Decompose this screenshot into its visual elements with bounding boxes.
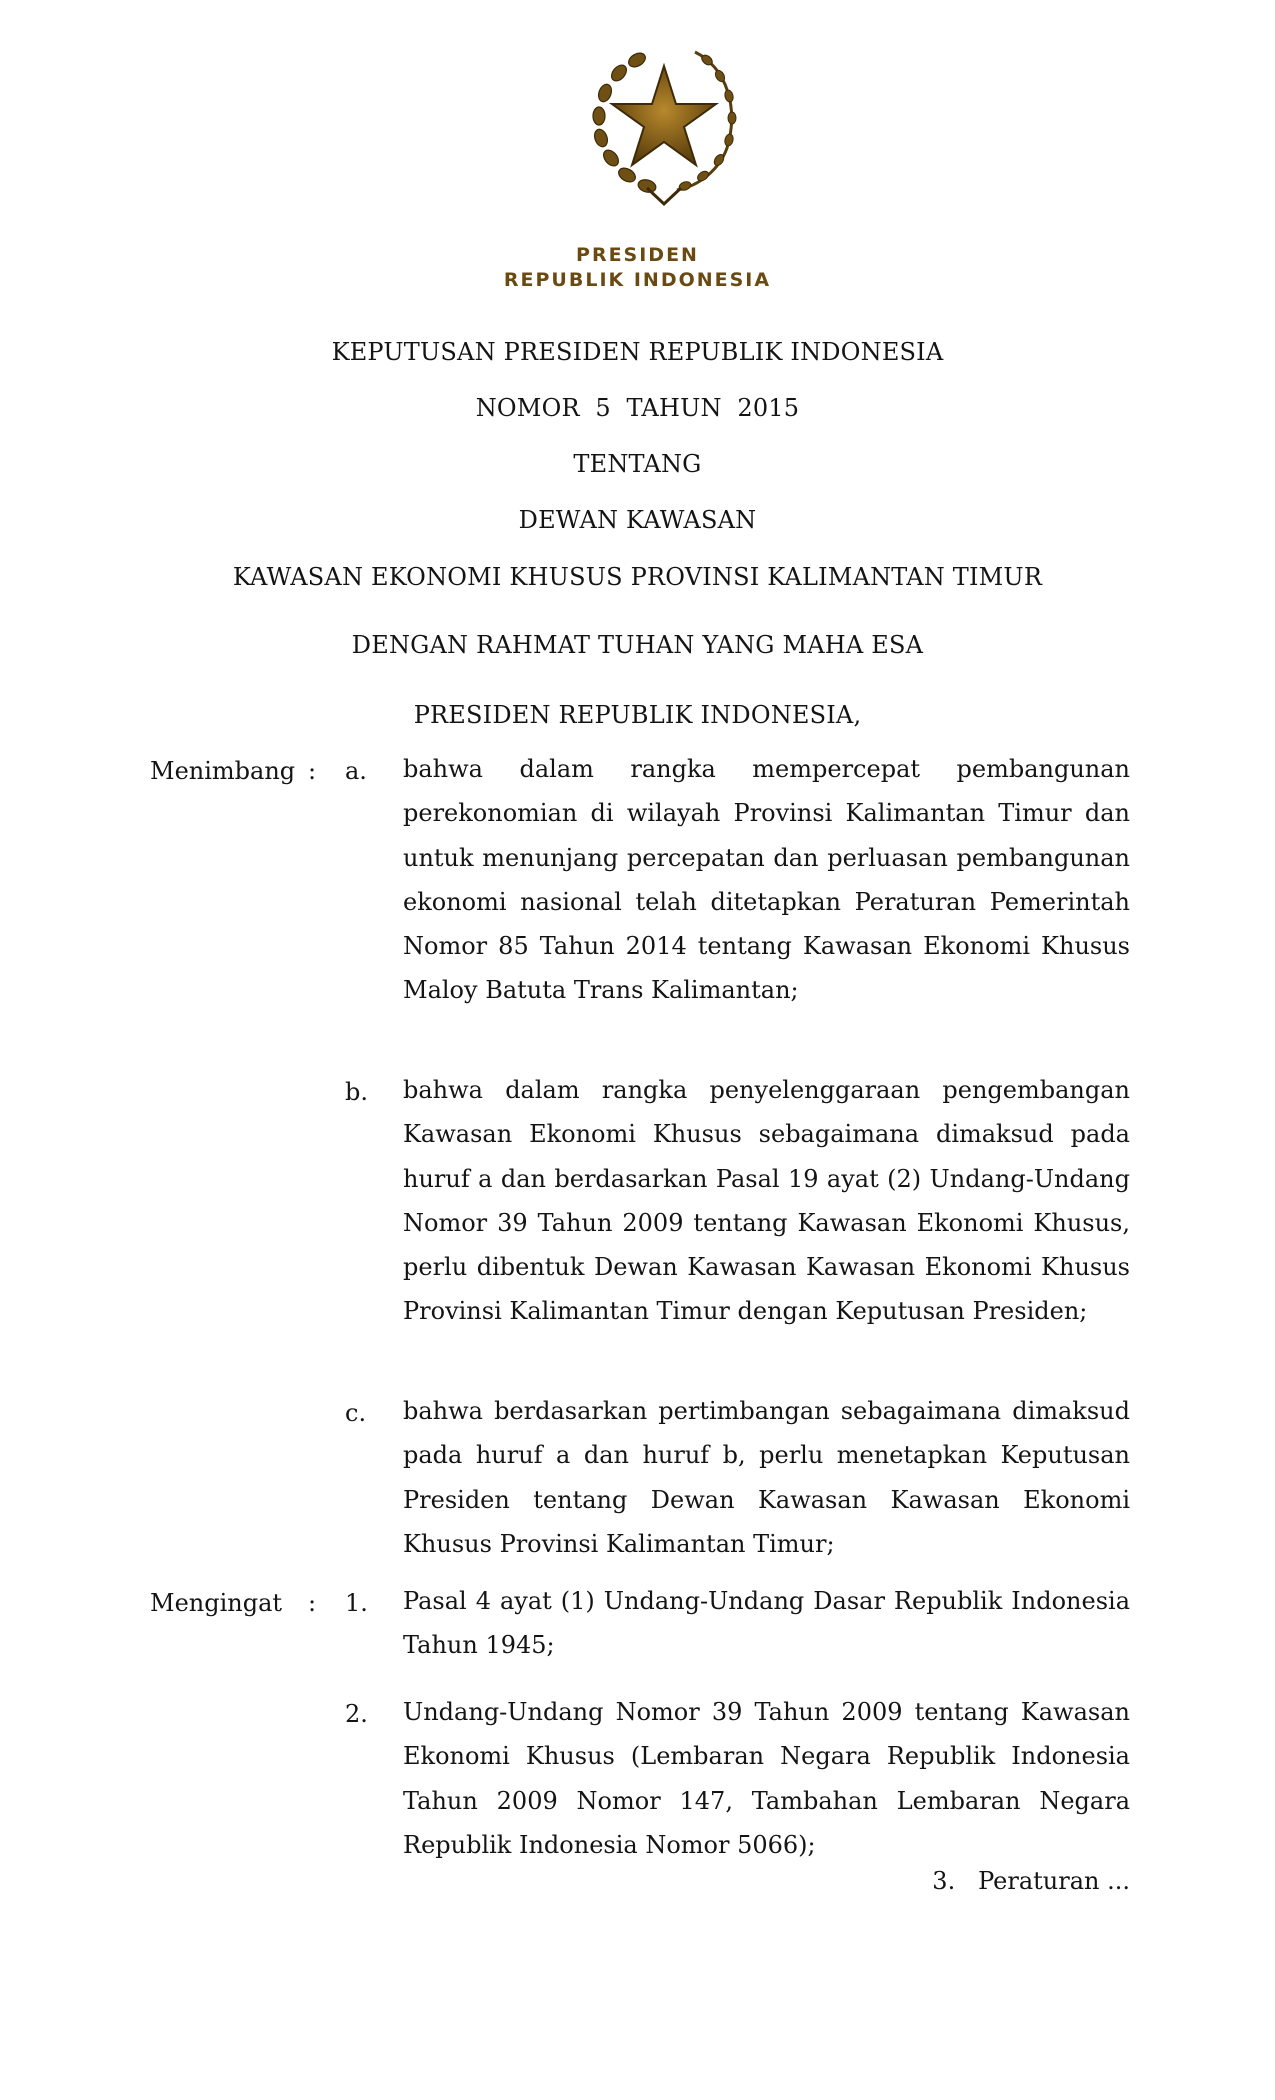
- letterhead-president: PRESIDEN: [576, 244, 699, 266]
- decree-title: KEPUTUSAN PRESIDEN REPUBLIK INDONESIA: [331, 338, 944, 366]
- mengingat-marker-2: 2.: [345, 1700, 368, 1728]
- mengingat-text-1: Pasal 4 ayat (1) Undang-Undang Dasar Republik Indonesia Tahun 1945;: [403, 1587, 1130, 1660]
- mengingat-text-2: Undang-Undang Nomor 39 Tahun 2009 tentang Kawasan Ekonomi Khusus (Lembaran Negara Republik Indonesia Tahun 2009 Nomor 147, Tambahan Lembaran Negara Republik Indonesia Nomor 5066);: [403, 1698, 1130, 1859]
- decree-number: NOMOR 5 TAHUN 2015: [475, 394, 800, 422]
- invocation: DENGAN RAHMAT TUHAN YANG MAHA ESA: [351, 631, 924, 659]
- mengingat-colon: :: [308, 1589, 317, 1617]
- decree-subject-1: DEWAN KAWASAN: [518, 506, 757, 534]
- menimbang-marker-a: a.: [345, 757, 367, 785]
- star-wreath-icon: [577, 38, 751, 210]
- menimbang-colon: :: [308, 757, 317, 785]
- presidential-emblem: [577, 38, 751, 210]
- letterhead-republic: REPUBLIK INDONESIA: [503, 269, 772, 291]
- mengingat-marker-1: 1.: [345, 1589, 368, 1617]
- mengingat-label: Mengingat: [150, 1589, 283, 1617]
- menimbang-text-b: bahwa dalam rangka penyelenggaraan pengembangan Kawasan Ekonomi Khusus sebagaimana dimaksud pada huruf a dan berdasarkan Pasal 19 ayat (2) Undang-Undang Nomor 39 Tahun 2009 tentang Kawasan Ekonomi Khusus, perlu dibentuk Dewan Kawasan Kawasan Ekonomi Khusus Provinsi Kalimantan Timur dengan Keputusan Presiden;: [403, 1076, 1130, 1326]
- menimbang-text-a: bahwa dalam rangka mempercepat pembangunan perekonomian di wilayah Provinsi Kalimantan Timur dan untuk menunjang percepatan dan perluasan pembangunan ekonomi nasional telah ditetapkan Peraturan Pemerintah Nomor 85 Tahun 2014 tentang Kawasan Ekonomi Khusus Maloy Batuta Trans Kalimantan;: [403, 755, 1130, 1005]
- menimbang-marker-b: b.: [345, 1078, 368, 1106]
- menimbang-text-c: bahwa berdasarkan pertimbangan sebagaimana dimaksud pada huruf a dan huruf b, perlu menetapkan Keputusan Presiden tentang Dewan Kawasan Kawasan Ekonomi Khusus Provinsi Kalimantan Timur;: [403, 1397, 1130, 1558]
- menimbang-marker-c: c.: [345, 1399, 367, 1427]
- decree-about: TENTANG: [573, 450, 702, 478]
- page-continuation: 3. Peraturan ...: [932, 1867, 1130, 1895]
- issuer: PRESIDEN REPUBLIK INDONESIA,: [413, 701, 862, 729]
- menimbang-label: Menimbang: [150, 757, 296, 785]
- decree-subject-2: KAWASAN EKONOMI KHUSUS PROVINSI KALIMANTAN TIMUR: [232, 563, 1043, 591]
